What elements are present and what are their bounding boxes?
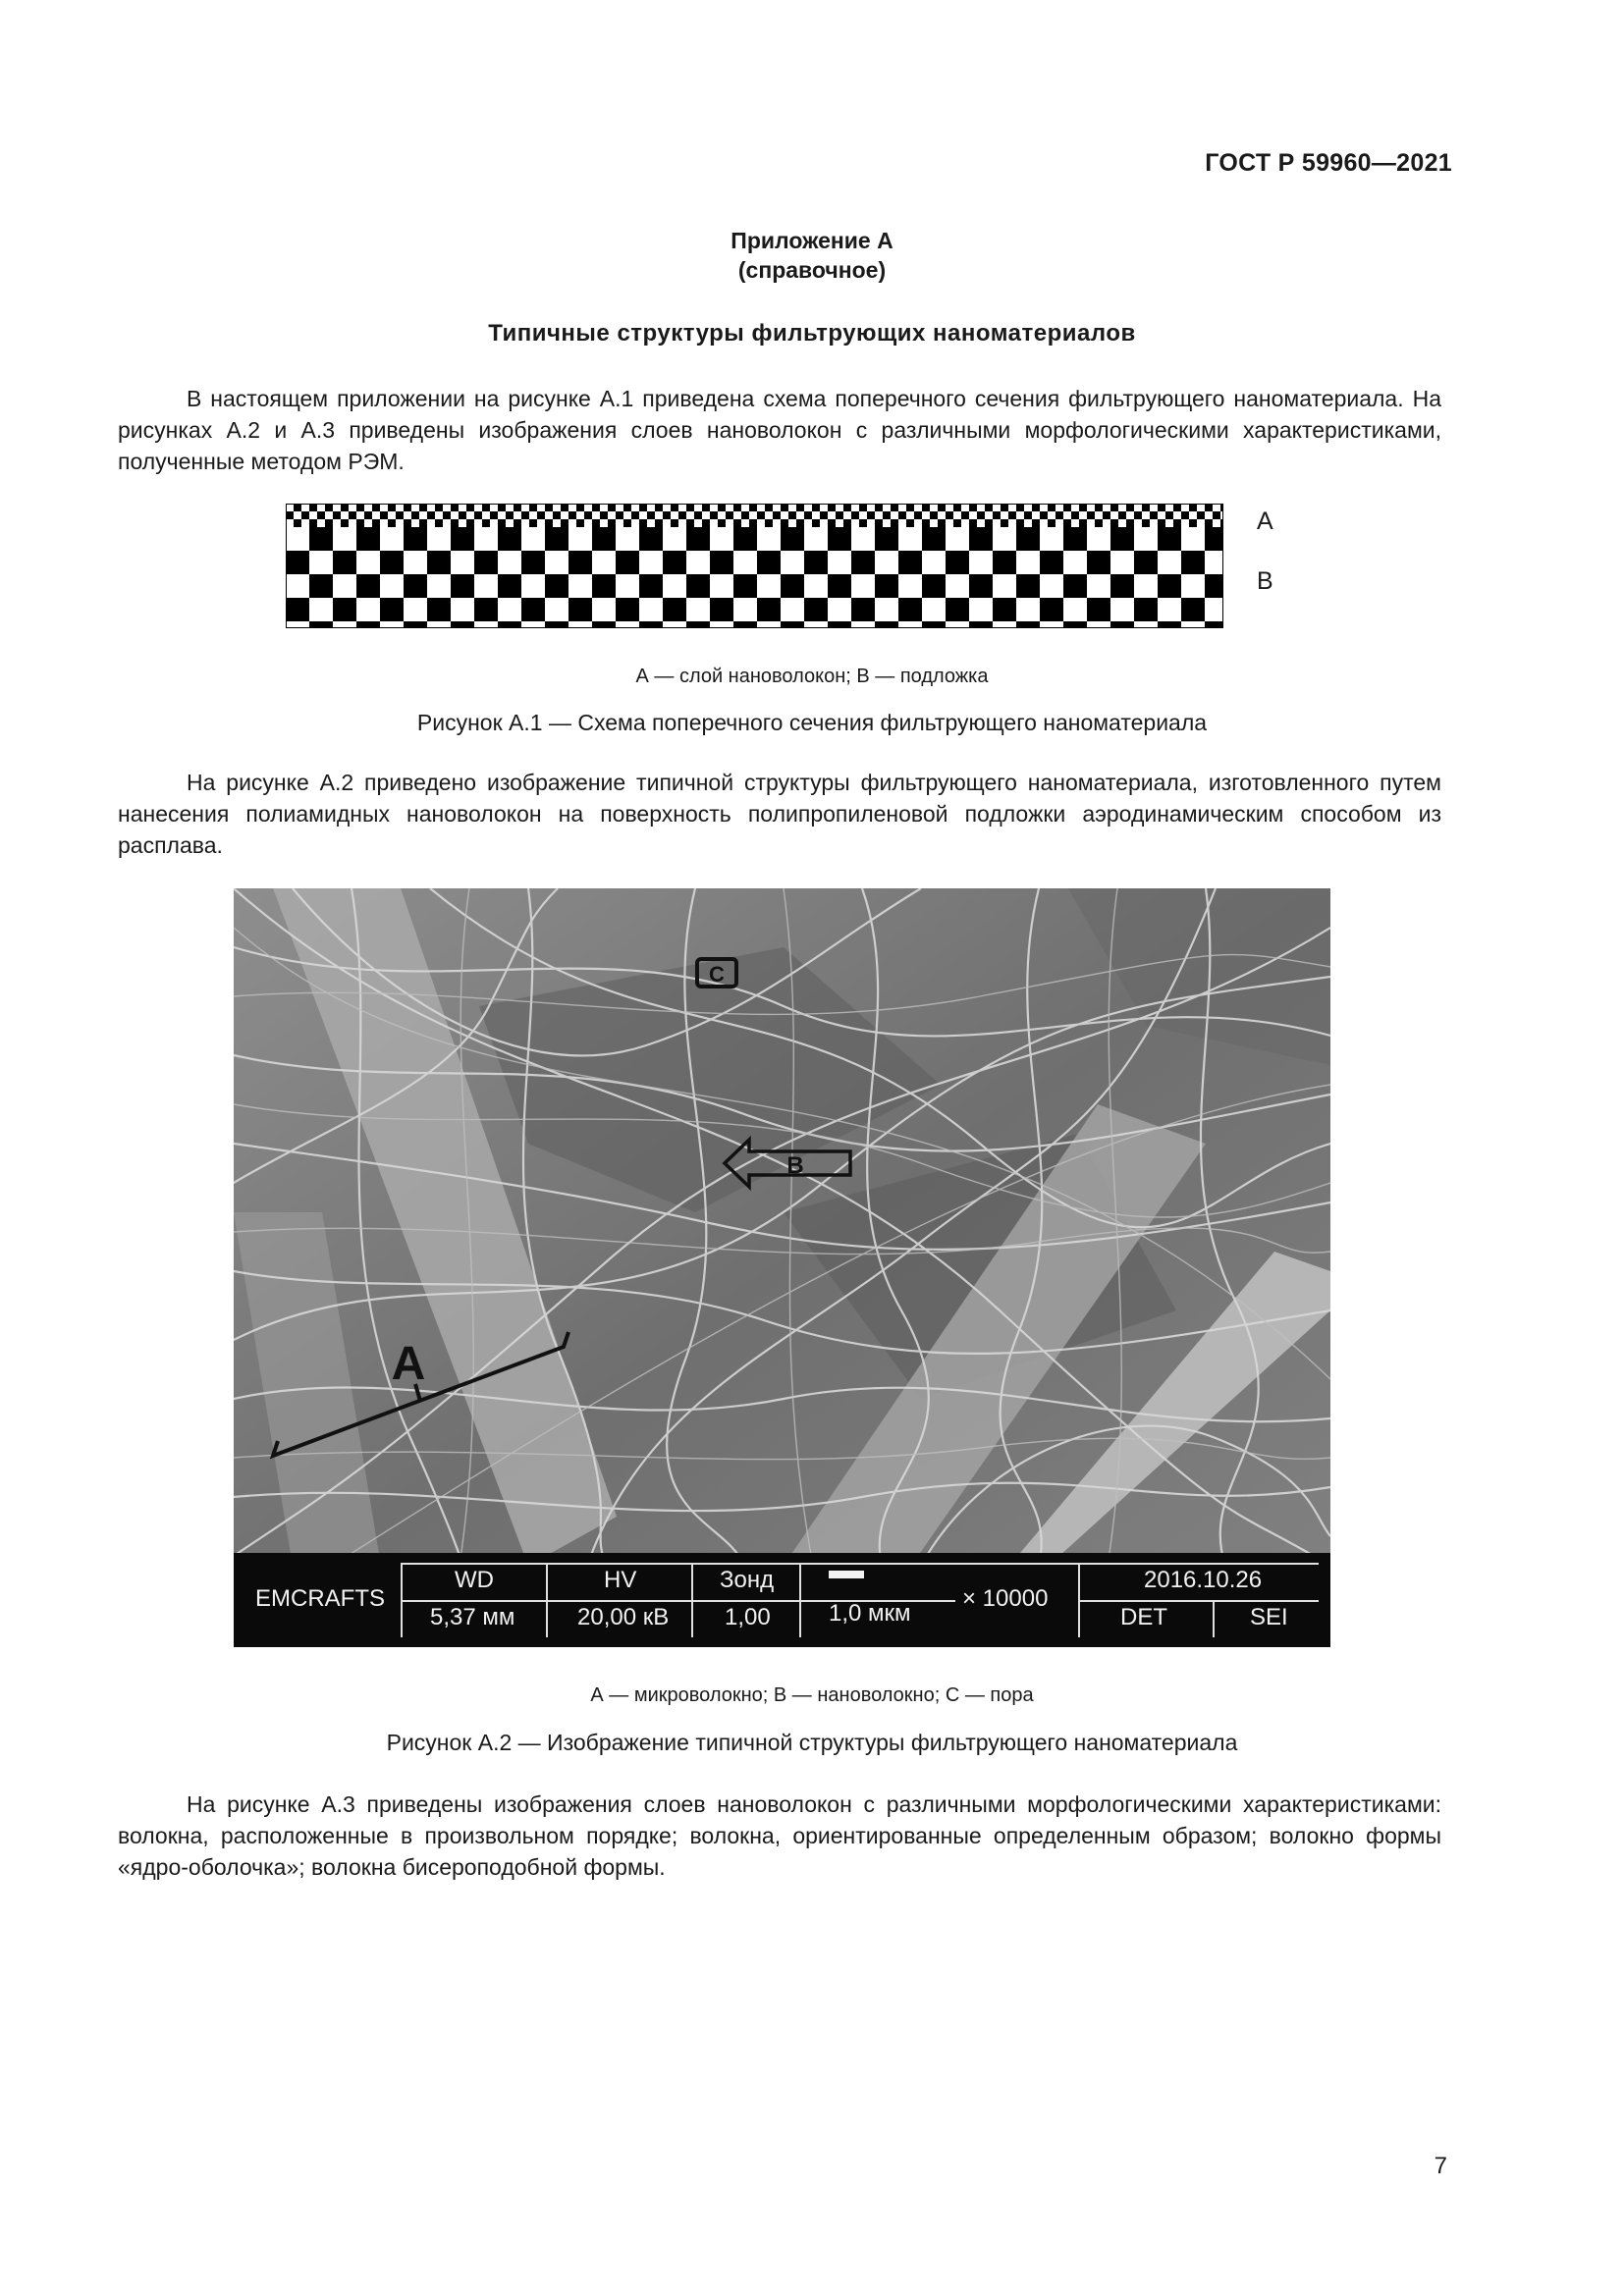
sem-probe-value: 1,00 [725, 1604, 771, 1630]
marker-a-label: А [391, 1338, 426, 1390]
appendix-heading: Типичные структуры фильтрующих наноматериалов [488, 320, 1136, 347]
cross-section-scheme [286, 504, 1223, 628]
scale-bar [829, 1571, 864, 1578]
paragraph-figure2-intro: На рисунке А.2 приведено изображение типичной структуры фильтрующего наноматериала, изготовленного путем нанесения полиамидных нановолокон на поверхность полипропиленовой подложки аэродинамическим способом из расплава. [118, 770, 1441, 858]
figure1-caption: Рисунок А.1 — Схема поперечного сечения фильтрующего наноматериала [416, 710, 1208, 735]
sem-signal: SEI [1250, 1604, 1288, 1630]
marker-b-label: В [786, 1152, 804, 1179]
scheme-label-b: В [1257, 567, 1273, 595]
paragraph-figure3-intro: На рисунке А.3 приведены изображения слоев нановолокон с различными морфологическими характеристиками: волокна, расположенные в произвольном порядке; волокна, ориентированные определенным образом; волокно формы «ядро-оболочка»; волокна бисероподобной формы. [118, 1791, 1441, 1880]
sem-magnification: × 10000 [962, 1585, 1049, 1612]
sem-wd-value: 5,37 мм [430, 1604, 515, 1630]
sem-detector: DET [1120, 1604, 1167, 1630]
sem-brand: EMCRAFTS [255, 1585, 385, 1612]
sem-probe-label: Зонд [720, 1567, 775, 1593]
figure2-legend: А — микроволокно; В — нановолокно; С — пора [590, 1684, 1034, 1706]
sem-date: 2016.10.26 [1144, 1567, 1263, 1593]
page-number: 7 [1434, 2153, 1447, 2179]
sem-hv-label: HV [604, 1567, 637, 1593]
standard-number: ГОСТ Р 59960—2021 [1205, 149, 1452, 177]
marker-c-label: С [709, 962, 725, 987]
sem-scale-value: 1,0 мкм [829, 1600, 911, 1627]
appendix-title: Приложение А [731, 228, 893, 253]
figure1-legend: А — слой нановолокон; В — подложка [635, 666, 989, 687]
sem-wd-label: WD [455, 1567, 494, 1593]
sem-hv-value: 20,00 кВ [577, 1604, 670, 1630]
sem-micrograph [234, 888, 1330, 1647]
scheme-label-a: А [1257, 507, 1273, 535]
appendix-subtitle: (справочное) [737, 257, 887, 283]
paragraph-intro: В настоящем приложении на рисунке А.1 приведена схема поперечного сечения фильтрующего наноматериала. На рисунках А.2 и А.3 приведены изображения слоев нановолокон с различными морфологическими характеристиками, полученные методом РЭМ. [118, 386, 1441, 474]
sem-info-bar [234, 1553, 1330, 1647]
figure2-caption: Рисунок А.2 — Изображение типичной структуры фильтрующего наноматериала [386, 1730, 1238, 1755]
